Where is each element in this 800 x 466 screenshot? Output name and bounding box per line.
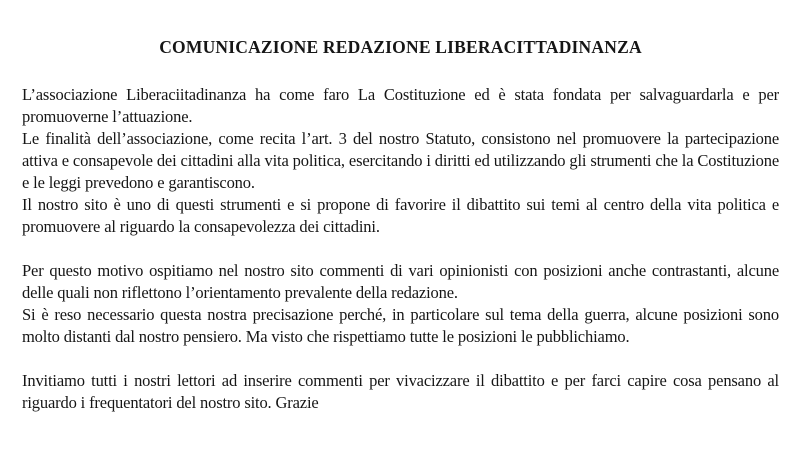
paragraph: Per questo motivo ospitiamo nel nostro sito commenti di vari opinionisti con posizioni anche contrastanti, alcune delle quali non riflettono l’orientamento prevalente della redazione. xyxy=(22,261,779,302)
paragraph: Il nostro sito è uno di questi strumenti e si propone di favorire il dibattito sui temi al centro della vita politica e promuovere al riguardo la consapevolezza dei cittadini. xyxy=(22,195,779,236)
paragraph: Le finalità dell’associazione, come recita l’art. 3 del nostro Statuto, consistono nel promuovere la partecipazione attiva e consapevole dei cittadini alla vita politica, esercitando i diritti ed utilizzando gli strumenti che la Costituzione e le leggi prevedono e garantiscono. xyxy=(22,129,779,192)
paragraph: Si è reso necessario questa nostra precisazione perché, in particolare sul tema della guerra, alcune posizioni sono molto distanti dal nostro pensiero. Ma visto che rispettiamo tutte le posizioni le pubblichiamo. xyxy=(22,305,779,346)
paragraph: Invitiamo tutti i nostri lettori ad inserire commenti per vivacizzare il dibattito e per farci capire cosa pensano al riguardo i frequentatori del nostro sito. Grazie xyxy=(22,371,779,412)
paragraph: L’associazione Liberaciitadinanza ha come faro La Costituzione ed è stata fondata per salvaguardarla e per promuoverne l’attuazione. xyxy=(22,85,779,126)
document-title: COMUNICAZIONE REDAZIONE LIBERACITTADINANZA xyxy=(159,37,642,57)
